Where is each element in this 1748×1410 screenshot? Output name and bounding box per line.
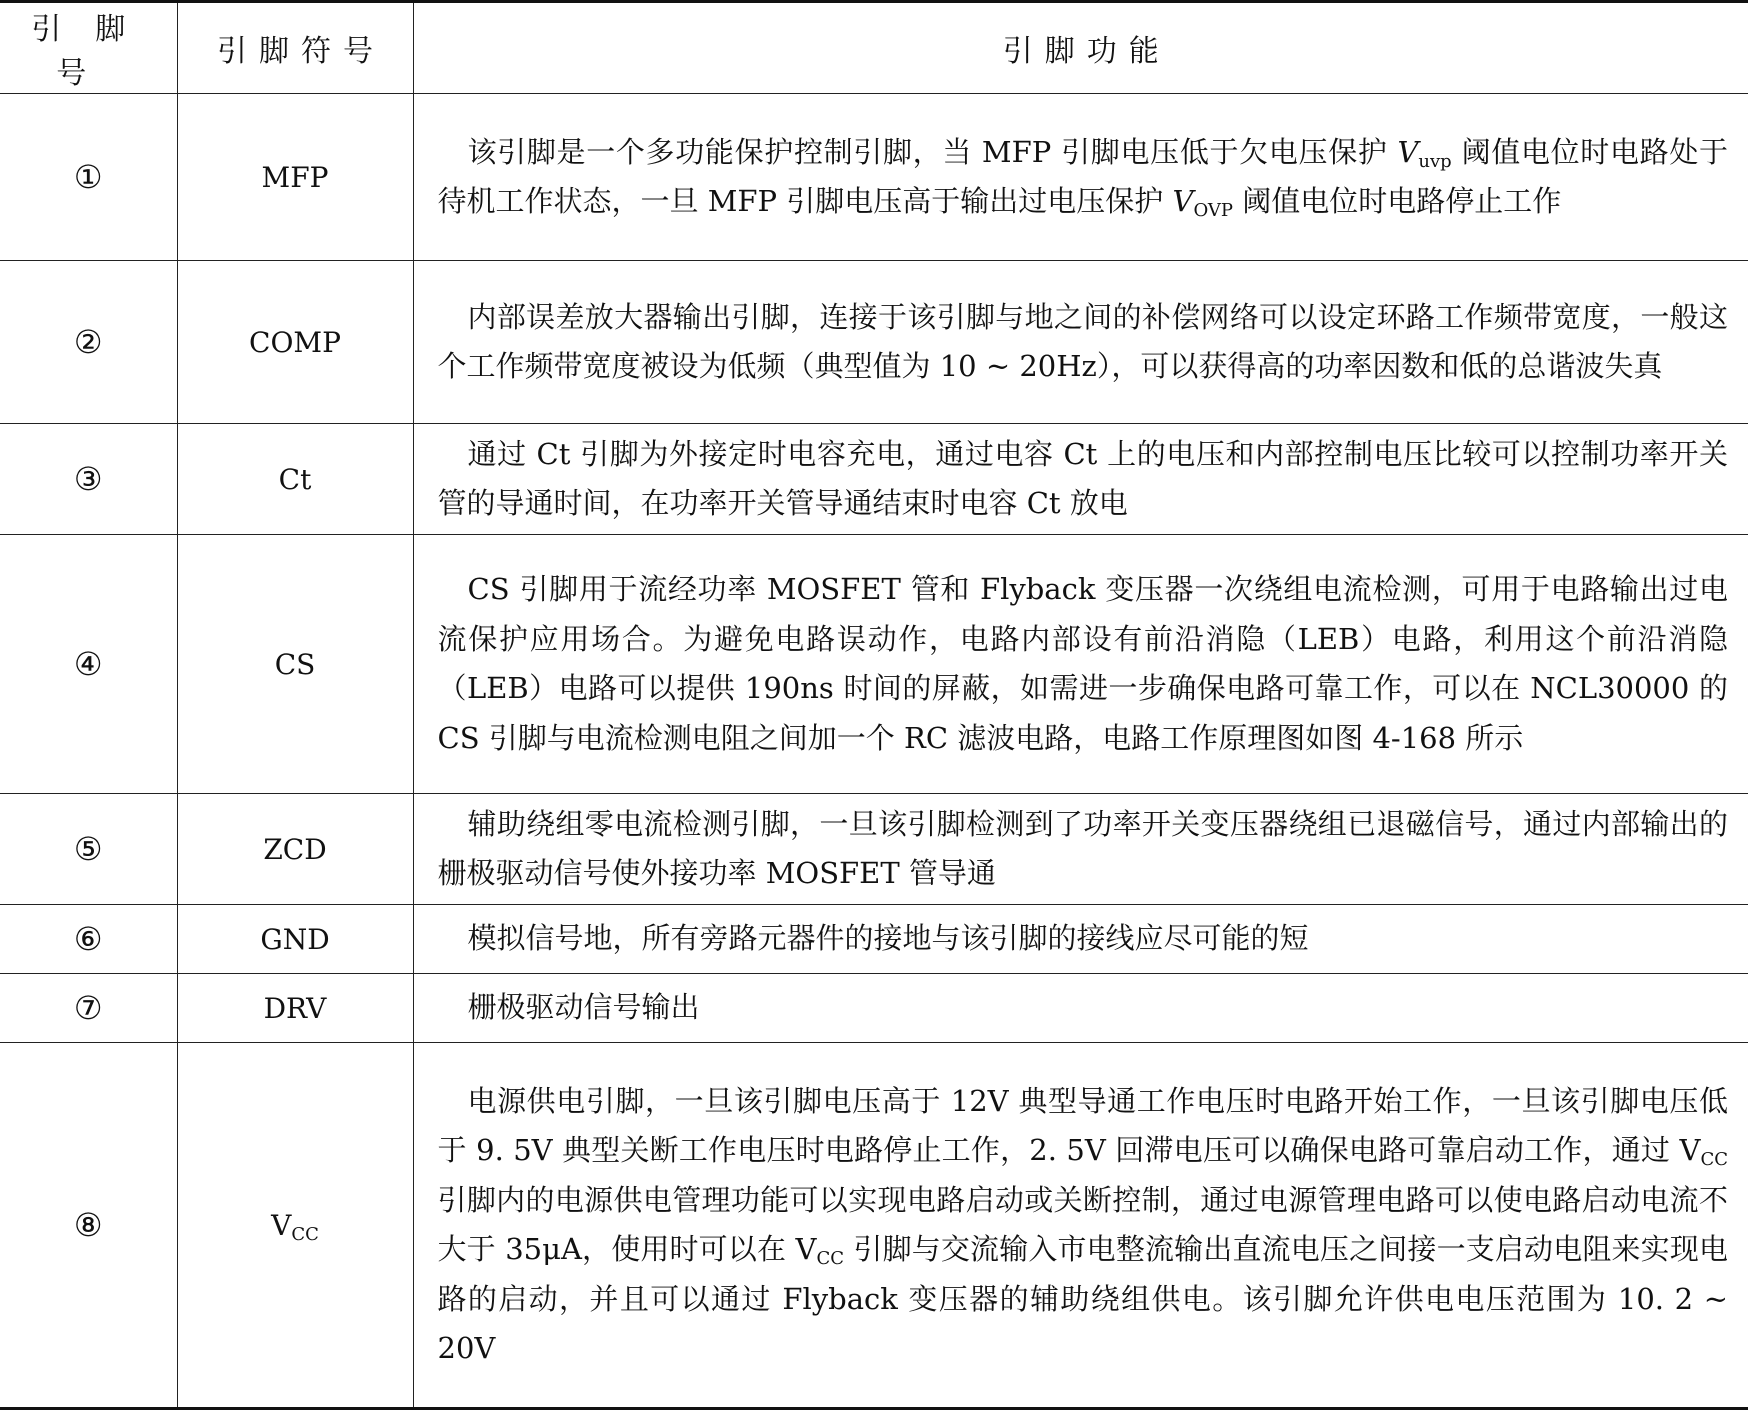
- function-text: 阈值电位时电路停止工作: [1233, 184, 1562, 218]
- symbol-v: V: [1172, 184, 1194, 218]
- pin-symbol: Ct: [177, 424, 413, 535]
- symbol-subscript: OVP: [1193, 200, 1233, 221]
- pin-number: ②: [0, 261, 177, 424]
- symbol-v: V: [271, 1208, 292, 1242]
- table-row: [0, 261, 1748, 424]
- pin-function: CS 引脚用于流经功率 MOSFET 管和 Flyback 变压器一次绕组电流检测，可用于电路输出过电流保护应用场合。为避免电路误动作，电路内部设有前沿消隐（LEB）电路，利用这个前沿消隐（LEB）电路可以提供 190ns 时间的屏蔽，如需进一步确保电路可靠工作，可以在 NCL30000 的 CS 引脚与电流检测电阻之间加一个 RC 滤波电路，电路工作原理图如图 4-168 所示: [413, 535, 1748, 794]
- pin-number: ④: [0, 535, 177, 794]
- header-pin-number: 引脚号: [0, 2, 177, 94]
- table-row: [0, 1043, 1748, 1409]
- symbol-subscript: CC: [816, 1248, 845, 1269]
- symbol-subscript: uvp: [1418, 150, 1452, 172]
- pin-number: ①: [0, 94, 177, 261]
- pin-symbol: MFP: [177, 94, 413, 261]
- pin-function: 栅极驱动信号输出: [413, 974, 1748, 1043]
- pin-symbol: CS: [177, 535, 413, 794]
- pin-function: [413, 1043, 1748, 1409]
- pin-function: 模拟信号地，所有旁路元器件的接地与该引脚的接线应尽可能的短: [413, 905, 1748, 974]
- function-text: 阈值电位时电路处于待机工作状态，一旦 MFP 引脚电压高于输出过电压保护: [437, 134, 1729, 218]
- pin-symbol: ZCD: [177, 794, 413, 905]
- header-pin-function: 引脚功能: [413, 2, 1748, 94]
- table-row: [0, 94, 1748, 261]
- pin-function: 内部误差放大器输出引脚，连接于该引脚与地之间的补偿网络可以设定环路工作频带宽度，一般这个工作频带宽度被设为低频（典型值为 10 ~ 20Hz），可以获得高的功率因数和低的总谐波失真: [413, 261, 1748, 424]
- pin-function: 辅助绕组零电流检测引脚，一旦该引脚检测到了功率开关变压器绕组已退磁信号，通过内部输出的栅极驱动信号使外接功率 MOSFET 管导通: [413, 794, 1748, 905]
- pin-number: ③: [0, 424, 177, 535]
- symbol-subscript: CC: [1700, 1149, 1728, 1170]
- pin-number: ⑤: [0, 794, 177, 905]
- symbol-v: V: [795, 1232, 817, 1266]
- pin-symbol: DRV: [177, 974, 413, 1043]
- table-row: [0, 905, 1748, 974]
- pin-number: ⑧: [0, 1043, 177, 1409]
- header-pin-symbol: 引脚符号: [177, 2, 413, 94]
- pin-number: ⑥: [0, 905, 177, 974]
- pin-symbol: COMP: [177, 261, 413, 424]
- symbol-subscript: CC: [291, 1223, 319, 1245]
- pin-function: 通过 Ct 引脚为外接定时电容充电，通过电容 Ct 上的电压和内部控制电压比较可以控制功率开关管的导通时间，在功率开关管导通结束时电容 Ct 放电: [413, 424, 1748, 535]
- pin-symbol: [177, 1043, 413, 1409]
- function-text: 引脚与交流输入市电整流输出直流电压之间接一支启动电阻来实现电路的启动，并且可以通过 Flyback 变压器的辅助绕组供电。该引脚允许供电电压范围为 10. 2 ~ 20V: [437, 1232, 1728, 1365]
- pin-symbol: GND: [177, 905, 413, 974]
- symbol-v: V: [1397, 134, 1419, 169]
- function-text: 该引脚是一个多功能保护控制引脚，当 MFP 引脚电压低于欠电压保护: [467, 134, 1398, 169]
- table-row: [0, 974, 1748, 1043]
- table-row: [0, 794, 1748, 905]
- symbol-v: V: [1679, 1133, 1701, 1167]
- function-text: 引脚内的电源供电管理功能可以实现电路启动或关断控制，通过电源管理电路可以使电路启动电流不大于 35μA，使用时可以在: [437, 1182, 1728, 1266]
- function-text: 电源供电引脚，一旦该引脚电压高于 12V 典型导通工作电压时电路开始工作，一旦该引脚电压低于 9. 5V 典型关断工作电压时电路停止工作，2. 5V 回滞电压可以确保电路可靠启动工作，通过: [437, 1083, 1728, 1167]
- table-row: [0, 424, 1748, 535]
- pin-number: ⑦: [0, 974, 177, 1043]
- table-row: [0, 535, 1748, 794]
- header-row: [0, 2, 1748, 94]
- pin-function: [413, 94, 1748, 261]
